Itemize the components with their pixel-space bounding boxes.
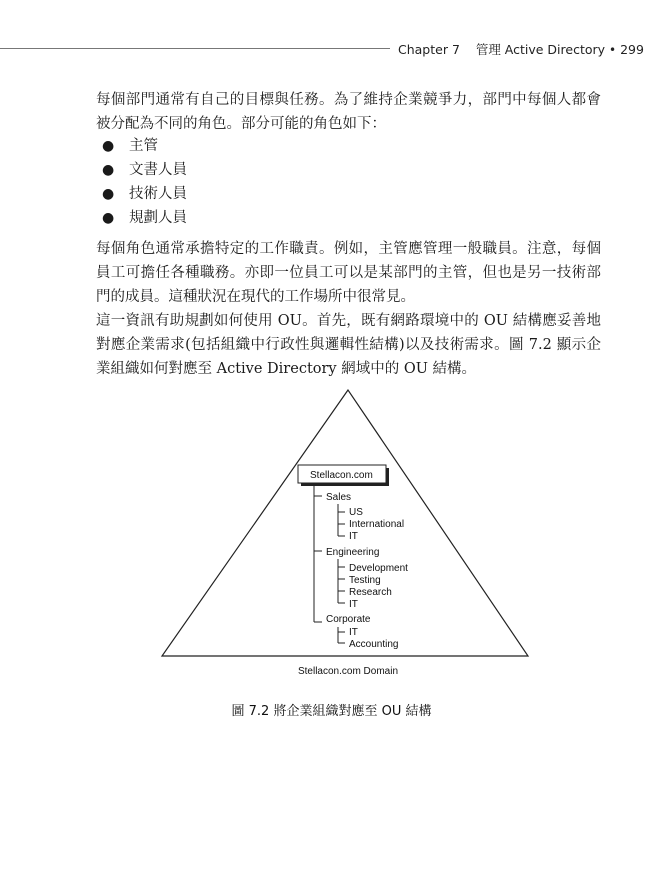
domain-label: Stellacon.com Domain	[297, 666, 399, 677]
role-label: 技術人員	[129, 186, 187, 202]
ou-diagram	[150, 384, 540, 684]
roles-list	[96, 134, 187, 230]
chapter-label: Chapter 7	[398, 42, 460, 57]
bullet-icon: ●	[102, 210, 115, 226]
role-label: 規劃人員	[129, 210, 187, 226]
header-bullet: •	[609, 43, 617, 57]
figure-caption: 圖 7.2 將企業組織對應至 OU 結構	[231, 704, 432, 719]
role-label: 文書人員	[129, 162, 187, 178]
ou-engineering-it: IT	[349, 599, 358, 610]
list-item	[96, 206, 187, 230]
list-item	[96, 158, 187, 182]
ou-corporate-it: IT	[349, 627, 358, 638]
paragraph-2: 每個角色通常承擔特定的工作職責。例如，主管應管理一般職員。注意，每個員工可擔任各種職務。亦即一位員工可以是某部門的主管，但也是另一技術部門的成員。這種狀況在現代的工作場所中很常見。	[96, 241, 601, 305]
bullet-icon: ●	[102, 162, 115, 178]
bullet-icon: ●	[102, 138, 115, 154]
ou-engineering-research: Research	[349, 587, 392, 598]
ou-sales-international: International	[349, 519, 405, 530]
page-header	[0, 38, 663, 58]
list-item	[96, 182, 187, 206]
chapter-title: 管理 Active Directory	[475, 42, 606, 57]
header-text	[398, 40, 644, 58]
ou-corporate: Corporate	[326, 614, 371, 625]
ou-engineering: Engineering	[326, 547, 380, 558]
ou-sales-us: US	[349, 507, 363, 518]
header-rule	[0, 48, 390, 49]
role-label: 主管	[129, 138, 158, 154]
ou-corporate-accounting: Accounting	[349, 639, 399, 650]
ou-engineering-testing: Testing	[349, 575, 381, 586]
paragraph-1: 每個部門通常有自己的目標與任務。為了維持企業競爭力，部門中每個人都會被分配為不同的角色。部分可能的角色如下：	[96, 92, 601, 132]
bullet-icon: ●	[102, 186, 115, 202]
page-number: 299	[620, 42, 644, 57]
ou-sales-it: IT	[349, 531, 358, 542]
root-label: Stellacon.com	[310, 470, 373, 481]
ou-structure-figure	[150, 384, 540, 684]
ou-engineering-development: Development	[349, 563, 408, 574]
ou-sales: Sales	[326, 492, 352, 503]
list-item	[96, 134, 187, 158]
paragraph-3: 這一資訊有助規劃如何使用 OU。首先，既有網路環境中的 OU 結構應妥善地對應企業需求(包括組織中行政性與邏輯性結構)以及技術需求。圖 7.2 顯示企業組織如何對應至 Active Directory 網域中的 OU 結構。	[96, 313, 601, 377]
